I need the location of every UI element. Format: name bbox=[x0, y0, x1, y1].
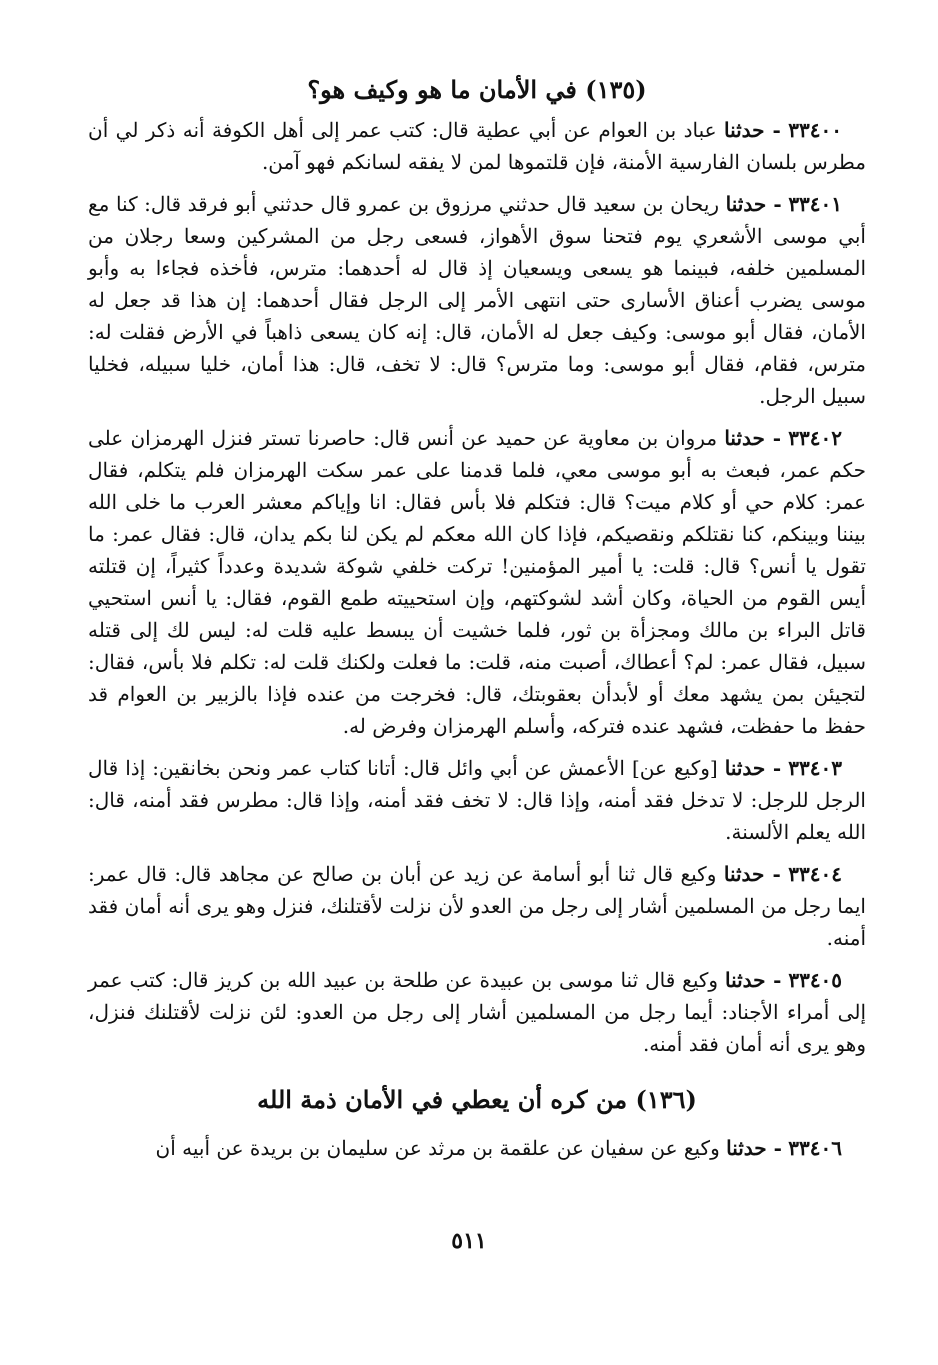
entry-text: وكيع قال ثنا موسى بن عبيدة عن طلحة بن عبيد الله بن كريز قال: كتب عمر إلى أمراء الأجناد: أيما رجل من المسلمين أشار إلى رجل من العدو: لئن نزلت لأقتلنك فنزل، وهو يرى أنه أمان فقد أمنه. bbox=[88, 968, 866, 1056]
entry-lead: - حدثنا bbox=[724, 756, 782, 780]
hadith-entry bbox=[88, 422, 866, 742]
hadith-entry bbox=[88, 1132, 866, 1164]
entry-lead: - حدثنا bbox=[725, 192, 782, 216]
hadith-entry bbox=[88, 964, 866, 1060]
page-number: ٥١١ bbox=[451, 1228, 487, 1254]
entry-number: ٣٣٤٠٥ bbox=[788, 968, 843, 992]
entry-text: ريحان بن سعيد قال حدثني مرزوق بن عمرو قال حدثني أبو فرقد قال: كنا مع أبي موسى الأشعري يوم فتحنا سوق الأهواز، فسعى رجل من المشركين وسعا رجلان من المسلمين خلفه، فبينما هو يسعى ويسعيان إذ قال له أحدهما: مترس، فأخذه فجاءا به وأبو موسى يضرب أعناق الأسارى حتى انتهى الأمر إلى الرجل فقال أحدهما: إن هذا قد جعل له الأمان، فقال أبو موسى: وكيف جعل له الأمان، قال: إنه كان يسعى ذاهباً في الأرض فقلت له: مترس، فقام، فقال أبو موسى: وما مترس؟ قال: لا تخف، قال: هذا أمان، خليا سبيله، فخليا سبيل الرجل. bbox=[88, 192, 866, 408]
page-body bbox=[88, 72, 866, 1174]
entry-text: مروان بن معاوية عن حميد عن أنس قال: حاصرنا تستر فنزل الهرمزان على حكم عمر، فبعث به أبو موسى معي، فلما قدمنا على عمر سكت الهرمزان فلم يتكلم، فقال عمر: كلام حي أو كلام ميت؟ قال: فتكلم فلا بأس فقال: انا وإياكم معشر العرب ما خلى الله بيننا وبينكم، كنا نقتلكم ونقصيكم، فإذا كان الله معكم لم يكن لنا بكم يدان، قال: فقال عمر: ما تقول يا أنس؟ قال: قلت: يا أمير المؤمنين! تركت خلفي شوكة شديدة وعدداً كثيراً، إن قتلته أيس القوم من الحياة، وكان أشد لشوكتهم، وإن استحييته طمع القوم، فقال: يا أنس استحيي قاتل البراء بن مالك ومجزأة بن ثور، فلما خشيت أن يبسط عليه قلت له: ليس لك إلى قتله سبيل، فقال عمر: لم؟ أعطاك، أصبت منه، قلت: ما فعلت ولكنك قلت له: تكلم فلا بأس، فقال: لتجيئن بمن يشهد معك أو لأبدأن بعقوبتك، قال: فخرجت من عنده فإذا بالزبير بن العوام قد حفظ ما حفظت، فشهد عنده فتركه، وأسلم الهرمزان وفرض له. bbox=[88, 426, 867, 738]
entry-text: وكيع عن سفيان عن علقمة بن مرثد عن سليمان بن بريدة عن أبيه أن bbox=[155, 1136, 720, 1160]
hadith-entry bbox=[88, 752, 866, 848]
entry-lead: - حدثنا bbox=[723, 862, 781, 886]
entry-lead: - حدثنا bbox=[724, 426, 782, 450]
entry-text: عباد بن العوام عن أبي عطية قال: كتب عمر إلى أهل الكوفة أنه ذكر لي أن مطرس بلسان الفارسية الأمنة، فإن قلتموها لمن لا يفقه لسانكم فهو آمن. bbox=[88, 118, 866, 174]
entry-number: ٣٣٤٠١ bbox=[788, 192, 843, 216]
entry-lead: - حدثنا bbox=[726, 1136, 782, 1160]
chapter-heading: (١٣٥) في الأمان ما هو وكيف هو؟ bbox=[307, 75, 647, 104]
entry-number: ٣٣٤٠٦ bbox=[788, 1136, 842, 1160]
entry-number: ٣٣٤٠٢ bbox=[788, 426, 842, 450]
chapter-heading: (١٣٦) من كره أن يعطي في الأمان ذمة الله bbox=[257, 1085, 697, 1114]
entry-lead: - حدثنا bbox=[724, 968, 782, 992]
entry-number: ٣٣٤٠٠ bbox=[788, 118, 842, 142]
entry-number: ٣٣٤٠٤ bbox=[788, 862, 843, 886]
entry-text: وكيع قال ثنا أبو أسامة عن زيد عن أبان بن صالح عن مجاهد قال: قال عمر: ايما رجل من المسلمين أشار إلى رجل من العدو لأن نزلت لأقتلنك، فنزل وهو يرى أنه أمان فقد أمنه. bbox=[88, 862, 866, 950]
entry-text: [وكيع عن] الأعمش عن أبي وائل قال: أتانا كتاب عمر ونحن بخانقين: إذا قال الرجل للرجل: لا تدخل فقد أمنه، وإذا قال: لا تخف فقد أمنه، وإذا قال: مطرس فقد أمنه، قال: الله يعلم الألسنة. bbox=[88, 756, 866, 844]
entry-lead: - حدثنا bbox=[723, 118, 781, 142]
hadith-entry bbox=[88, 858, 866, 954]
hadith-entry bbox=[88, 114, 866, 178]
hadith-entry bbox=[88, 188, 866, 412]
entry-number: ٣٣٤٠٣ bbox=[788, 756, 842, 780]
